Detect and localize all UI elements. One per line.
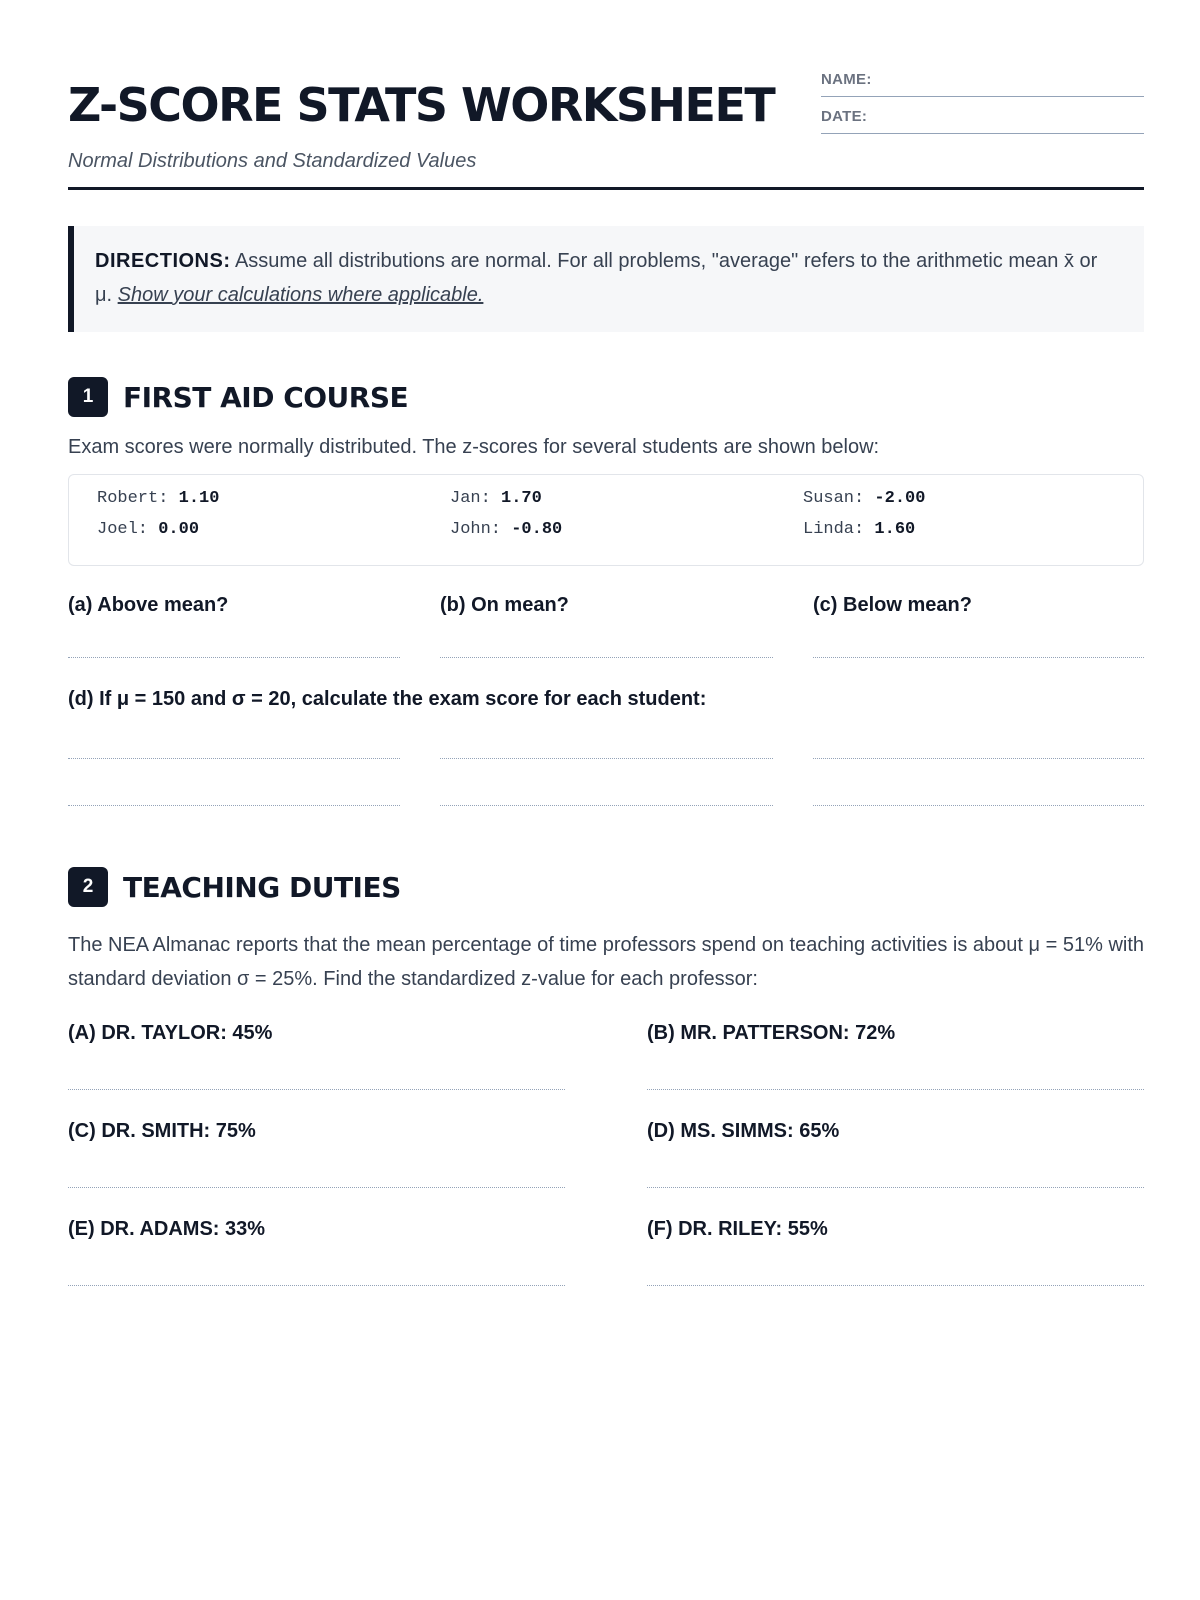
date-field[interactable]: [821, 97, 1144, 134]
name-date-fields: [821, 60, 1144, 134]
answer-line-d[interactable]: [813, 758, 1144, 759]
answer-line-b[interactable]: [440, 657, 773, 658]
name-field[interactable]: [821, 60, 1144, 97]
question-d-label: (d) If μ = 150 and σ = 20, calculate the exam score for each student:: [68, 688, 707, 710]
section-2-number: 2: [68, 867, 108, 907]
answer-line-d[interactable]: [440, 758, 773, 759]
answer-line-d[interactable]: [813, 805, 1144, 806]
worksheet-header: [68, 60, 1144, 190]
section-2-intro: The NEA Almanac reports that the mean percentage of time professors spend on teaching activities is about μ = 51% with standard deviation σ = 25%. Find the standardized z-value for each professor:: [68, 934, 1145, 990]
student-z-score: Linda: 1.60: [803, 520, 916, 539]
section-2-title: TEACHING DUTIES: [123, 870, 401, 904]
student-z-score: Joel: 0.00: [97, 520, 200, 539]
section-1-intro: Exam scores were normally distributed. The z-scores for several students are shown below:: [68, 436, 880, 458]
answer-line-professor-b[interactable]: [647, 1089, 1144, 1090]
answer-line-professor-f[interactable]: [647, 1285, 1144, 1286]
directions-label: DIRECTIONS:: [95, 250, 231, 272]
professor-f-label: (F) DR. RILEY: 55%: [647, 1218, 828, 1240]
student-z-score: Robert: 1.10: [97, 489, 220, 508]
date-label: DATE:: [821, 108, 868, 125]
answer-line-professor-a[interactable]: [68, 1089, 565, 1090]
professor-b-label: (B) MR. PATTERSON: 72%: [647, 1022, 896, 1044]
answer-line-professor-e[interactable]: [68, 1285, 565, 1286]
page-title: Z-SCORE STATS WORKSHEET: [68, 78, 775, 132]
name-label: NAME:: [821, 71, 872, 88]
section-1-title: FIRST AID COURSE: [123, 380, 409, 414]
directions-text: Assume all distributions are normal. For all problems, "average" refers to the arithmetic mean x̄ or μ.: [95, 250, 1098, 306]
answer-line-d[interactable]: [68, 758, 400, 759]
page-subtitle: Normal Distributions and Standardized Values: [68, 150, 477, 172]
answer-line-professor-d[interactable]: [647, 1187, 1144, 1188]
section-1-number: 1: [68, 377, 108, 417]
student-z-score: Jan: 1.70: [450, 489, 542, 508]
student-z-score: Susan: -2.00: [803, 489, 926, 508]
directions-box: [68, 226, 1144, 332]
student-z-score: John: -0.80: [450, 520, 563, 539]
professor-a-label: (A) DR. TAYLOR: 45%: [68, 1022, 273, 1044]
answer-line-d[interactable]: [440, 805, 773, 806]
question-a-label: (a) Above mean?: [68, 594, 229, 616]
directions-emphasis: Show your calculations where applicable.: [117, 284, 484, 306]
header-divider: [68, 187, 1144, 190]
professor-e-label: (E) DR. ADAMS: 33%: [68, 1218, 266, 1240]
section-2-header: [68, 867, 401, 907]
answer-line-d[interactable]: [68, 805, 400, 806]
section-1-header: [68, 377, 408, 417]
answer-line-professor-c[interactable]: [68, 1187, 565, 1188]
answer-line-a[interactable]: [68, 657, 400, 658]
z-score-box: [68, 474, 1144, 566]
answer-line-c[interactable]: [813, 657, 1144, 658]
question-c-label: (c) Below mean?: [813, 594, 972, 616]
professor-d-label: (D) MS. SIMMS: 65%: [647, 1120, 840, 1142]
question-b-label: (b) On mean?: [440, 594, 569, 616]
professor-c-label: (C) DR. SMITH: 75%: [68, 1120, 256, 1142]
